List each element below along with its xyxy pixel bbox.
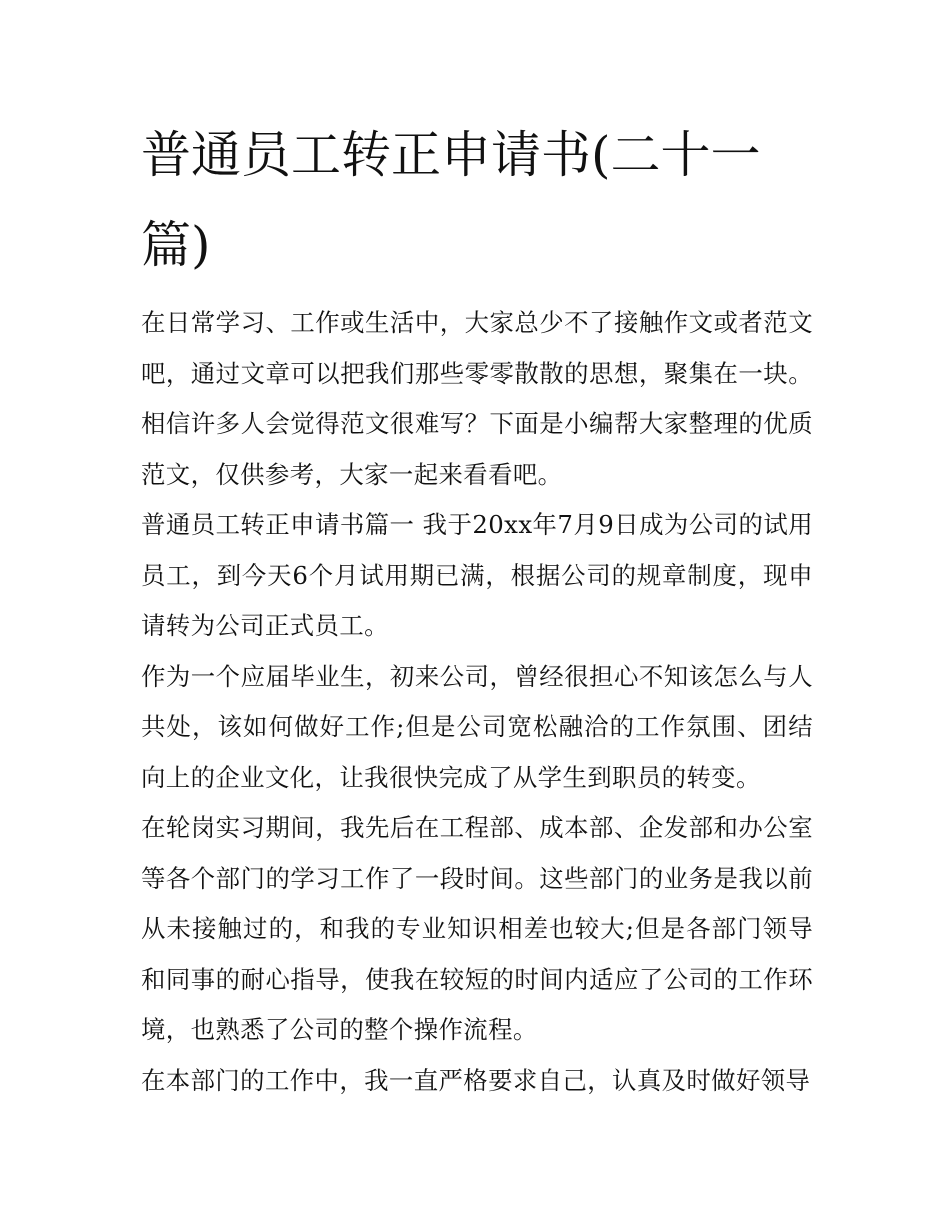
paragraph-3: 在轮岗实习期间，我先后在工程部、成本部、企发部和办公室等各个部门的学习工作了一段时间。这些部门的业务是我以前从未接触过的，和我的专业知识相差也较大;但是各部门领导和同事的耐心指导，使我在较短的时间内适应了公司的工作环境，也熟悉了公司的整个操作流程。 (141, 813, 813, 1044)
paragraph-intro: 在日常学习、工作或生活中，大家总少不了接触作文或者范文吧，通过文章可以把我们那些零零散散的思想，聚集在一块。相信许多人会觉得范文很难写？下面是小编帮大家整理的优质范文，仅供参考，大家一起来看看吧。 (141, 308, 813, 489)
document-title: 普通员工转正申请书(二十一篇) (141, 126, 761, 274)
paragraph-1: 普通员工转正申请书篇一 我于20xx年7月9日成为公司的试用员工，到今天6个月试用期已满，根据公司的规章制度，现申请转为公司正式员工。 (141, 510, 813, 640)
document-page (141, 110, 813, 1106)
paragraph-2: 作为一个应届毕业生，初来公司，曾经很担心不知该怎么与人共处，该如何做好工作;但是公司宽松融洽的工作氛围、团结向上的企业文化，让我很快完成了从学生到职员的转变。 (141, 661, 813, 792)
paragraph-4: 在本部门的工作中，我一直严格要求自己，认真及时做好领导 (141, 1065, 811, 1095)
